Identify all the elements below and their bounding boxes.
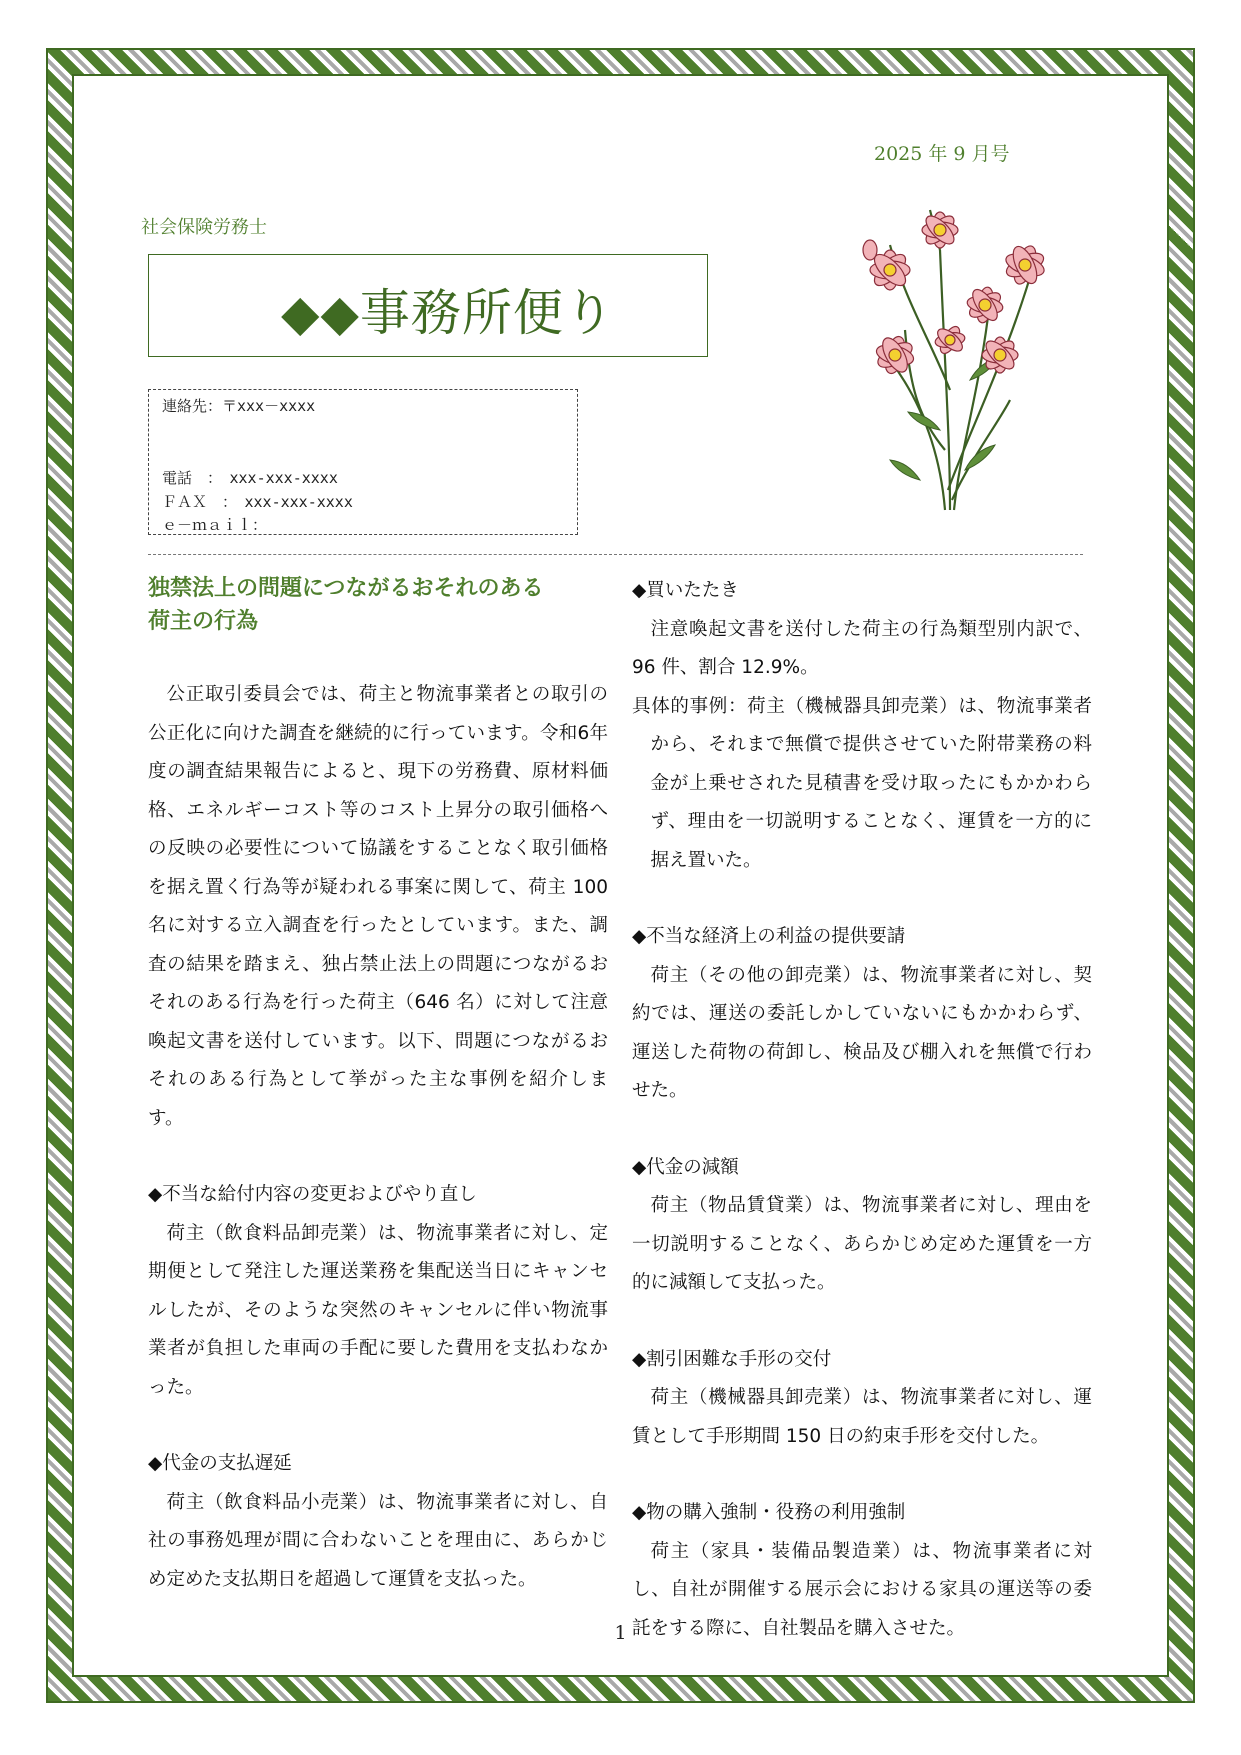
issue-date: 2025 年 9 月号 <box>874 143 1010 165</box>
section-title: ◆買いたたき <box>632 580 739 601</box>
page-number: 1 <box>614 1622 627 1644</box>
article-heading <box>148 572 608 638</box>
contact-tel: 電話 ： xxx-xxx-xxxx <box>162 469 338 487</box>
section-title: ◆代金の支払遅延 <box>148 1453 292 1474</box>
cosmos-flower-icon <box>850 190 1060 520</box>
intro-paragraph: 公正取引委員会では、荷主と物流事業者との取引の公正化に向けた調査を継続的に行っています。令和6年度の調査結果報告によると、現下の労務費、原材料価格、エネルギーコスト等のコスト上昇分の取引価格への反映の必要性について協議をすることなく取引価格を据え置く行為等が疑われる事案に関して、荷主 100 名に対する立入調査を行ったとしています。また、調査の結果を踏まえ、独占禁止法上の問題につながるおそれのある行為を行った荷主（646 名）に対して注意喚起文書を送付しています。以下、問題につながるおそれのある行為として挙がった主な事例を紹介します。 <box>148 684 608 1129</box>
section-body: 荷主（機械器具卸売業）は、物流事業者に対し、運賃として手形期間 150 日の約束手形を交付した。 <box>632 1387 1092 1447</box>
section-title: ◆物の購入強制・役務の利用強制 <box>632 1502 906 1523</box>
section-title: ◆代金の減額 <box>632 1156 739 1178</box>
section-body: 荷主（物品賃貸業）は、物流事業者に対し、理由を一切説明することなく、あらかじめ定めた運賃を一方的に減額して支払った。 <box>632 1195 1092 1293</box>
office-subtitle: 社会保険労務士 <box>141 217 267 238</box>
section-body: 荷主（飲食料品小売業）は、物流事業者に対し、自社の事務処理が間に合わないことを理由に、あらかじめ定めた支払期日を超過して運賃を支払った。 <box>148 1491 608 1590</box>
section-title: ◆不当な給付内容の変更およびやり直し <box>148 1184 477 1205</box>
section-body: 荷主（飲食料品卸売業）は、物流事業者に対し、定期便として発注した運送業務を集配送当日にキャンセルしたが、そのような突然のキャンセルに伴い物流事業者が負担した車両の手配に要した費用を支払わなかった。 <box>148 1222 608 1398</box>
heading-line-1: 独禁法上の問題につながるおそれのある <box>148 576 544 601</box>
section-title: ◆不当な経済上の利益の提供要請 <box>632 926 906 947</box>
contact-fax: ＦＡＸ ： xxx-xxx-xxxx <box>162 493 353 511</box>
title-box <box>148 254 708 357</box>
newsletter-title: ◆◆事務所便り <box>281 284 615 342</box>
right-column <box>632 572 1092 1648</box>
contact-email: ｅ－ｍａｉｌ： <box>162 516 268 534</box>
contact-box <box>148 389 578 535</box>
section-title: ◆割引困難な手形の交付 <box>632 1348 832 1370</box>
contact-address: 連絡先：〒xxx－xxxx <box>162 397 316 415</box>
left-column <box>148 572 608 1599</box>
dashed-divider <box>148 554 1083 555</box>
heading-line-2: 荷主の行為 <box>148 609 259 634</box>
section-body: 荷主（その他の卸売業）は、物流事業者に対し、契約では、運送の委託しかしていないにもかかわらず、運送した荷物の荷卸し、検品及び棚入れを無償で行わせた。 <box>632 964 1092 1101</box>
section-body: 注意喚起文書を送付した荷主の行為類型別内訳で、96 件、割合 12.9%。 <box>632 618 1092 678</box>
example-paragraph: 具体的事例：荷主（機械器具卸売業）は、物流事業者から、それまで無償で提供させていた附帯業務の料金が上乗せされた見積書を受け取ったにもかかわらず、理由を一切説明することなく、運賃を一方的に据え置いた。 <box>632 695 1092 871</box>
section-body: 荷主（家具・装備品製造業）は、物流事業者に対し、自社が開催する展示会における家具の運送等の委託をする際に、自社製品を購入させた。 <box>632 1540 1092 1639</box>
